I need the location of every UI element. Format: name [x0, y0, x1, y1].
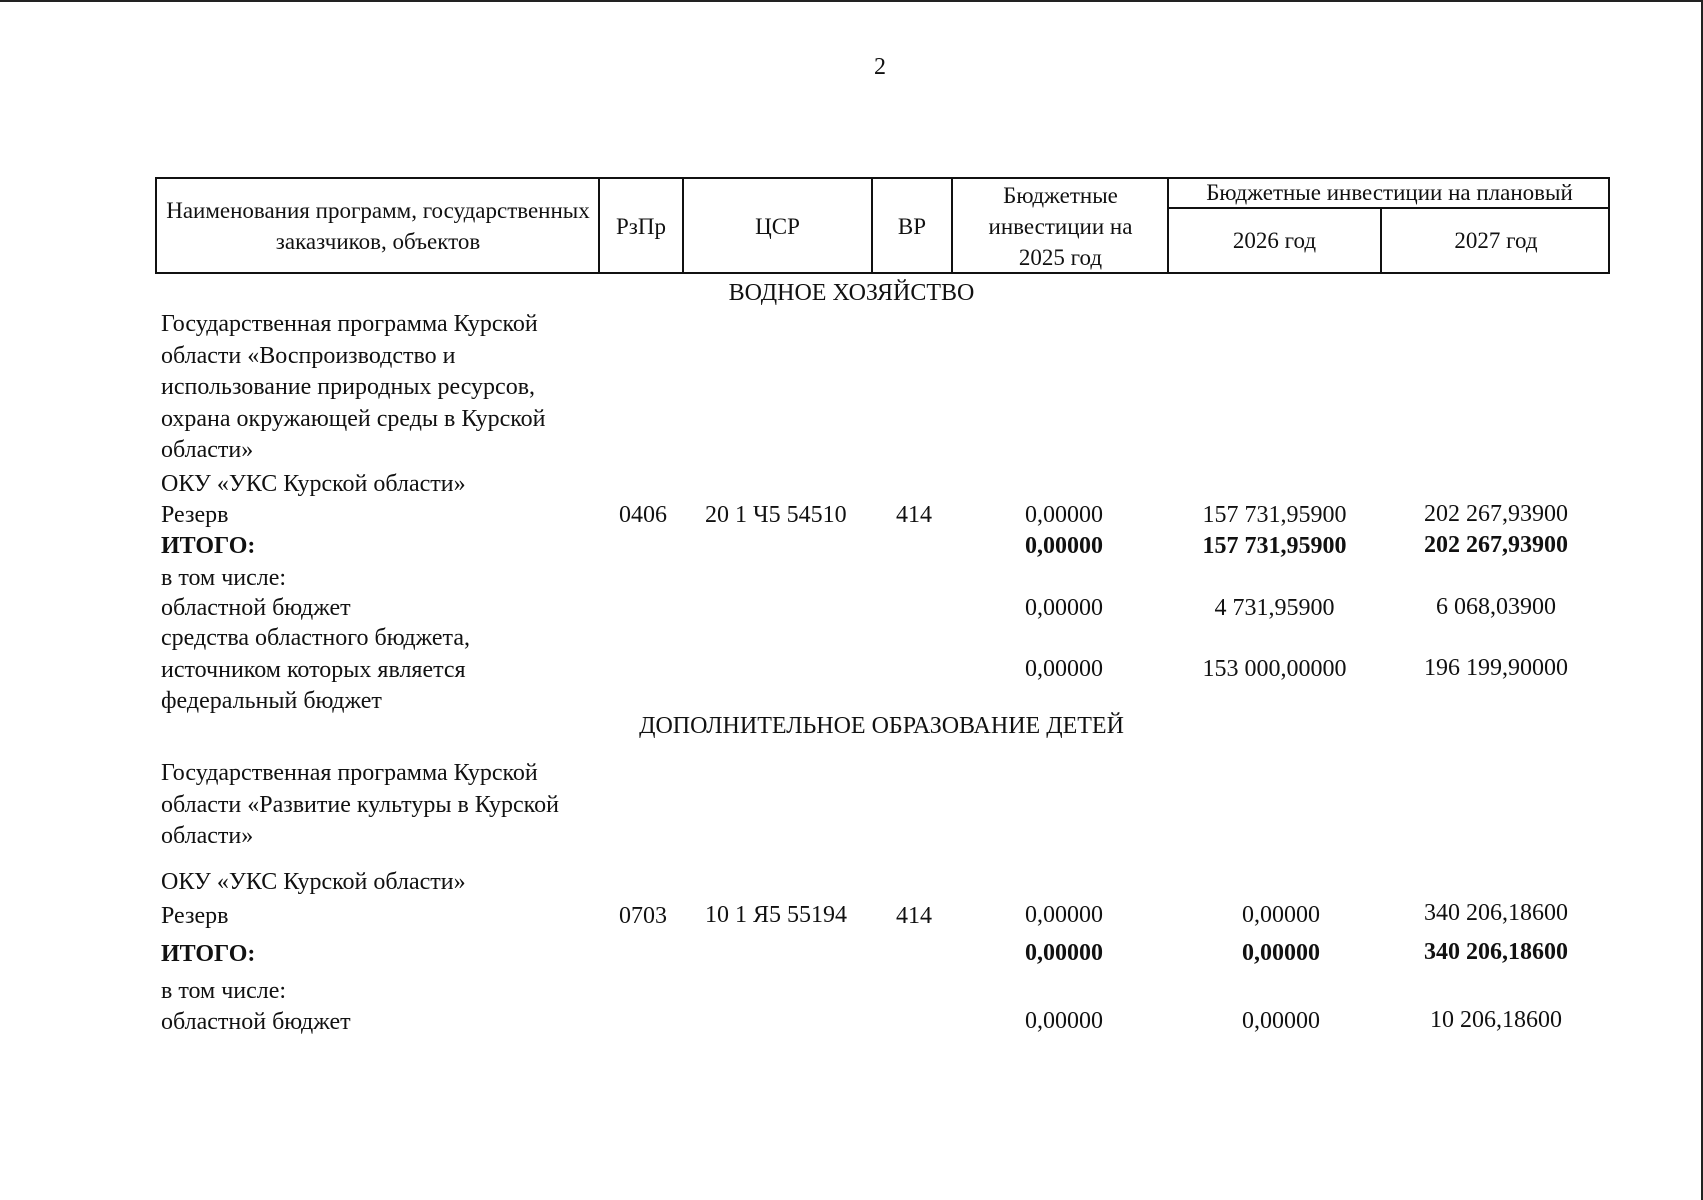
header-divider: [951, 177, 953, 274]
header-col-2026: 2026 год: [1232, 228, 1317, 253]
header-col-vr: ВР: [897, 214, 927, 239]
regional-2025: 0,00000: [1025, 595, 1103, 621]
total-label: ИТОГО:: [161, 941, 256, 967]
reserve-csr: 20 1 Ч5 54510: [705, 502, 847, 528]
regional-2025: 0,00000: [1025, 1008, 1103, 1034]
reserve-vr: 414: [896, 903, 932, 929]
federal-2025: 0,00000: [1025, 656, 1103, 682]
reserve-vr: 414: [896, 502, 932, 528]
header-col-csr: ЦСР: [755, 214, 800, 239]
including-label: в том числе:: [161, 565, 287, 591]
section-title: ВОДНОЕ ХОЗЯЙСТВО: [728, 280, 975, 306]
header-col-plan: Бюджетные инвестиции на плановый: [1206, 180, 1573, 205]
customer-name: ОКУ «УКС Курской области»: [161, 869, 466, 895]
program-name: Государственная программа Курской области «Развитие культуры в Курской области»: [161, 760, 559, 849]
reserve-2025: 0,00000: [1025, 502, 1103, 528]
reserve-2025: 0,00000: [1025, 902, 1103, 928]
reserve-2027: 202 267,93900: [1424, 501, 1568, 527]
total-2027: 340 206,18600: [1424, 939, 1568, 965]
program-name: Государственная программа Курской области «Воспроизводство и использование природных ресурсов, охрана окружающей среды в Курской области»: [161, 311, 546, 463]
reserve-label: Резерв: [161, 502, 229, 528]
reserve-rzpr: 0406: [619, 502, 667, 528]
reserve-rzpr: 0703: [619, 903, 667, 929]
regional-label: областной бюджет: [161, 1009, 351, 1035]
header-col-rzpr: РзПр: [616, 214, 666, 239]
reserve-2026: 0,00000: [1242, 902, 1320, 928]
total-2026: 0,00000: [1242, 940, 1320, 966]
federal-label: средства областного бюджета, источником которых является федеральный бюджет: [161, 625, 470, 714]
reserve-csr: 10 1 Я5 55194: [705, 902, 848, 928]
total-2026: 157 731,95900: [1202, 533, 1347, 559]
regional-label: областной бюджет: [161, 595, 351, 621]
including-label: в том числе:: [161, 978, 287, 1004]
regional-2026: 4 731,95900: [1214, 595, 1335, 621]
header-col-2027: 2027 год: [1454, 228, 1538, 253]
regional-2027: 10 206,18600: [1430, 1007, 1562, 1033]
regional-2026: 0,00000: [1242, 1008, 1320, 1034]
regional-2027: 6 068,03900: [1436, 594, 1556, 620]
federal-2027: 196 199,90000: [1424, 655, 1568, 681]
total-2025: 0,00000: [1025, 533, 1103, 559]
total-2027: 202 267,93900: [1424, 532, 1568, 558]
page-number: 2: [874, 54, 886, 80]
reserve-2027: 340 206,18600: [1424, 900, 1568, 926]
reserve-label: Резерв: [161, 903, 229, 929]
header-col-name: Наименования программ, государственных заказчиков, объектов: [166, 198, 590, 254]
header-col-2025: Бюджетные инвестиции на 2025 год: [988, 183, 1133, 270]
section-title: ДОПОЛНИТЕЛЬНОЕ ОБРАЗОВАНИЕ ДЕТЕЙ: [639, 713, 1124, 739]
federal-2026: 153 000,00000: [1202, 656, 1347, 682]
total-label: ИТОГО:: [161, 533, 256, 559]
customer-name: ОКУ «УКС Курской области»: [161, 471, 466, 497]
scan-edge-top: [0, 0, 1703, 2]
total-2025: 0,00000: [1025, 940, 1103, 966]
reserve-2026: 157 731,95900: [1202, 502, 1347, 528]
